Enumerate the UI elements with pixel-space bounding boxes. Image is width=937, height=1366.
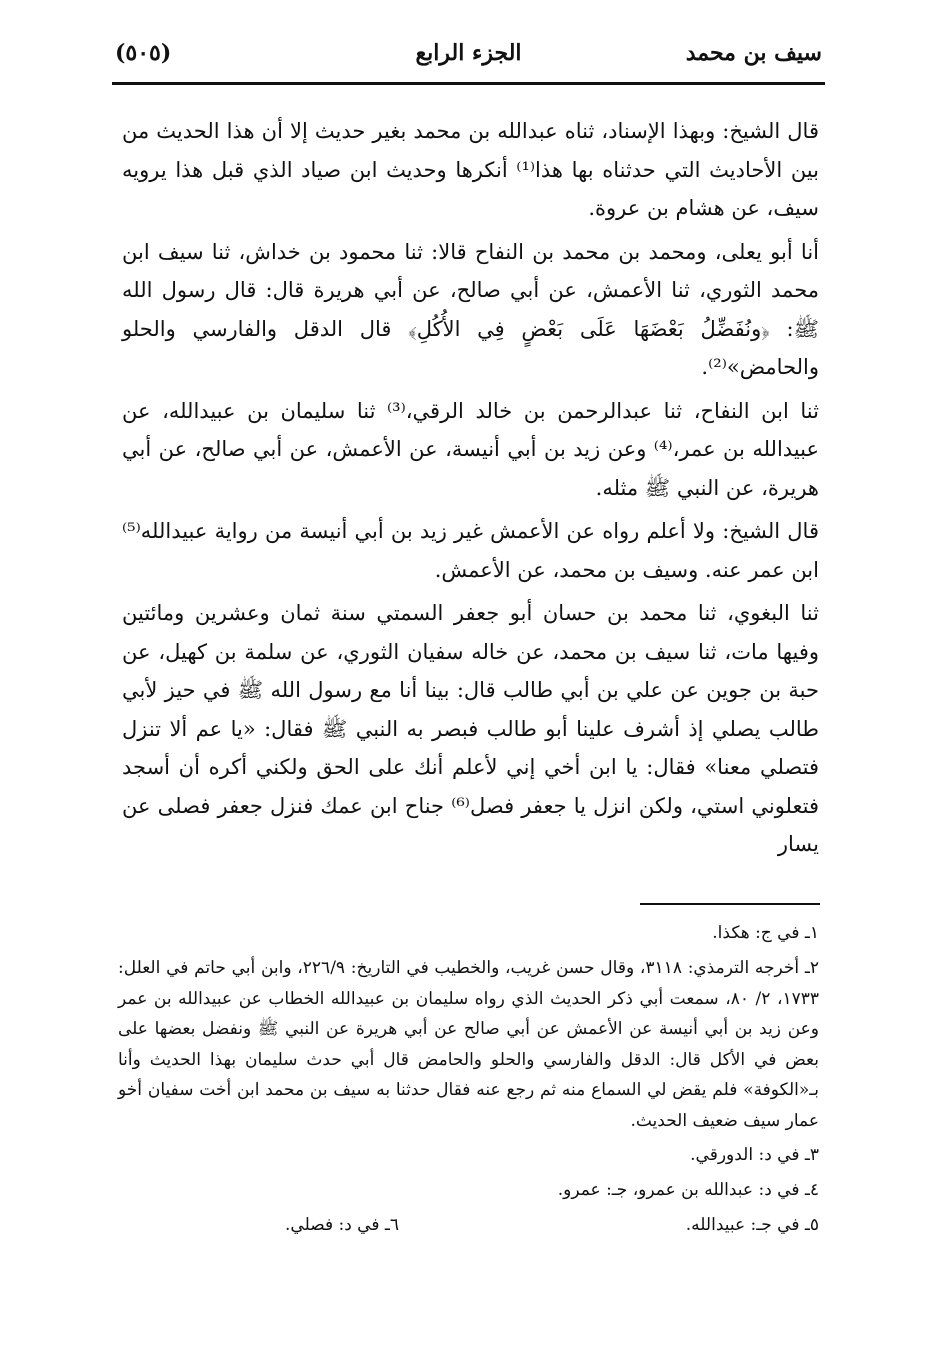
footnotes: [118, 918, 819, 1241]
footnote: ٤ـ في د: عبدالله بن عمرو، جـ: عمرو.: [557, 1180, 819, 1200]
footnote: ٥ـ في جـ: عبيدالله.: [685, 1215, 819, 1235]
page-header: [115, 40, 822, 76]
page-number: (٥٠٥): [115, 40, 172, 66]
paragraph: قال الشيخ: ولا أعلم رواه عن الأعمش غير زيد بن أبي أنيسة من رواية عبيدالله⁽⁵⁾ ابن عمر عنه. وسيف بن محمد، عن الأعمش.: [122, 519, 819, 582]
footnote: ٣ـ في د: الدورقي.: [690, 1145, 819, 1165]
paragraph: قال الشيخ: وبهذا الإسناد، ثناه عبدالله بن محمد بغير حديث إلا أن هذا الحديث من بين الأحاديث التي حدثناه بها هذا⁽¹⁾ أنكرها وحديث ابن صياد الذي قبل هذا يرويه سيف، عن هشام بن عروة.: [122, 119, 819, 220]
paragraph: ثنا ابن النفاح، ثنا عبدالرحمن بن خالد الرقي،⁽³⁾ ثنا سليمان بن عبيدالله، عن عبيدالله بن عمر،⁽⁴⁾ وعن زيد بن أبي أنيسة، عن الأعمش، عن أبي صالح، عن أبي هريرة، عن النبي ﷺ مثله.: [122, 398, 820, 500]
footnote-separator: [640, 903, 820, 905]
main-text: [122, 112, 819, 869]
running-title: سيف بن محمد: [685, 40, 822, 66]
footnote: ٦ـ في د: فصلي.: [285, 1215, 399, 1235]
paragraph: ثنا البغوي، ثنا محمد بن حسان أبو جعفر السمتي سنة ثمان وعشرين ومائتين وفيها مات، ثنا سيف بن محمد، عن خاله سفيان الثوري، عن سلمة بن كهيل، عن حبة بن جوين عن علي بن أبي طالب قال: بينا أنا مع رسول الله ﷺ في حيز لأبي طالب يصلي إذ أشرف علينا أبو طالب فبصر به النبي ﷺ فقال: «يا عم ألا تنزل فتصلي معنا» فقال: يا ابن أخي إني لأعلم أنك على الحق ولكني أكره أن أسجد فتعلوني استي، ولكن انزل يا جعفر فصل⁽⁶⁾ جناح ابن عمك فنزل جعفر فصلى عن يسار: [122, 601, 819, 856]
footnote-row: [118, 1210, 819, 1241]
volume-title: الجزء الرابع: [415, 40, 522, 66]
header-rule: [112, 82, 825, 85]
footnote: ٢ـ أخرجه الترمذي: ٣١١٨، وقال حسن غريب، والخطيب في التاريخ: ٢٢٦/٩، وابن أبي حاتم في العلل: ١٧٣٣، ٢/ ٨٠، سمعت أبي ذكر الحديث الذي رواه سليمان بن عبيدالله الخطاب عن عبيدالله بن عمر وعن زيد بن أبي أنيسة عن الأعمش عن أبي صالح عن أبي هريرة عن النبي ﷺ ونفضل بعضها على بعض في الأكل قال: الدقل والفارسي والحلو والحامض قال أبي حدث سليمان بهذا الحديث وأنا بـ«الكوفة» فلم يقض لي السماع منه ثم رجع عنه فقال حدثنا به سيف بن محمد ابن أخت سفيان أخو عمار سيف ضعيف الحديث.: [118, 958, 820, 1131]
paragraph: أنا أبو يعلى، ومحمد بن محمد بن النفاح قالا: ثنا محمود بن خداش، ثنا سيف ابن محمد الثوري، ثنا الأعمش، عن أبي صالح، عن أبي هريرة قال: قال رسول الله ﷺ: ﴿ونُفَضِّلُ بَعْضَهَا عَلَى بَعْضٍ فِي الأُكُلِ﴾ قال الدقل والفارسي والحلو والحامض»⁽²⁾.: [122, 239, 819, 379]
footnote: ١ـ في ج: هكذا.: [712, 923, 819, 943]
